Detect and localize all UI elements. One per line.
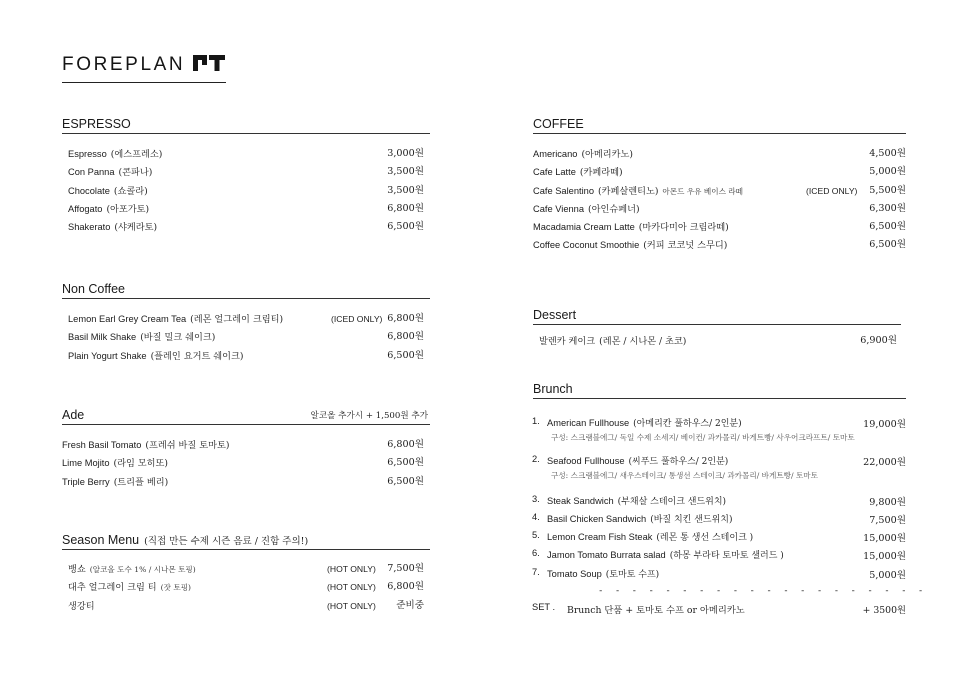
coffee-section [533, 113, 906, 255]
brunch-rule [533, 398, 906, 399]
menu-item-americano: Americano (아메리카노) 4,500원 [533, 148, 906, 160]
set-price: + 3500원 [862, 605, 906, 616]
dessert-rule [533, 324, 901, 325]
brunch-composition-1: 구성: 스크램블에그/ 독일 수제 소세지/ 베이컨/ 과카몰리/ 바게트빵/ 사우어크라프트/ 토마토 [551, 433, 855, 442]
menu-item-fresh-basil-tomato: Fresh Basil Tomato (프레쉬 바질 토마토) 6,800원 [62, 439, 424, 451]
menu-item-cafe-salentino: Cafe Salentino (카페살렌티노) 아몬드 우유 베이스 라떼 (ICED ONLY) 5,500원 [533, 184, 906, 197]
menu-item-basil-milk-shake: Basil Milk Shake (바질 밀크 쉐이크) 6,800원 [68, 331, 424, 344]
menu-item-shakerato: Shakerato (샤케라토) 6,500원 [68, 221, 424, 234]
coffee-title: COFFEE [533, 117, 584, 131]
espresso-section [62, 113, 430, 236]
menu-item-jujube-earl-grey: 대추 얼그레이 크림 티 (잣 토핑) (HOT ONLY) 6,800원 [68, 581, 424, 594]
menu-item-affogato: Affogato (아포가토) 6,800원 [68, 202, 424, 215]
dessert-title: Dessert [533, 308, 577, 322]
menu-item-lemon-earl-grey: Lemon Earl Grey Cream Tea (레몬 얼그레이 크림티) (ICED ONLY) 6,800원 [68, 313, 424, 325]
menu-item-macadamia-cream-latte: Macadamia Cream Latte (마카다미아 크림라떼) 6,500원 [533, 221, 906, 234]
season-section [62, 529, 430, 615]
logo-underline [62, 82, 226, 83]
menu-item-chocolate: Chocolate (쇼콜라) 3,500원 [68, 184, 424, 197]
brand-logo [62, 54, 226, 83]
season-title: Season Menu [62, 533, 140, 547]
menu-item-cafe-vienna: Cafe Vienna (아인슈페너) 6,300원 [533, 202, 906, 215]
ade-title: Ade [62, 408, 85, 422]
brunch-item-seafood-fullhouse: 2. Seafood Fullhouse (씨푸드 풀하우스/ 2인분) 22,000원 [532, 454, 906, 468]
season-subtitle: (직접 만든 수제 시즌 음료 / 진함 주의!) [144, 536, 309, 547]
non-coffee-title: Non Coffee [62, 282, 126, 296]
espresso-title: ESPRESSO [62, 117, 131, 131]
dessert-section [533, 304, 901, 350]
espresso-rule [62, 133, 430, 134]
brand-name: FOREPLAN [62, 54, 186, 75]
non-coffee-section [62, 278, 430, 365]
brunch-item-lemon-cream-fish-steak: 5. Lemon Cream Fish Steak (레몬 통 생선 스테이크 ) 15,000원 [532, 530, 906, 544]
menu-item-ginger-tea: 생강티 (HOT ONLY) 준비중 [68, 599, 424, 612]
set-text: Brunch 단품 + 토마토 수프 or 아메리카노 [567, 605, 745, 616]
non-coffee-rule [62, 298, 430, 299]
menu-item-cafe-latte: Cafe Latte (카페라떼) 5,000원 [533, 166, 906, 179]
brunch-composition-2: 구성: 스크램블에그/ 새우스테이크/ 통생선 스테이크/ 과카몰리/ 바게트빵/ 토마토 [551, 471, 818, 480]
brunch-item-tomato-soup: 7. Tomato Soup (토마토 수프) 5,000원 [532, 567, 906, 581]
season-rule [62, 549, 430, 550]
menu-item-lime-mojito: Lime Mojito (라임 모히또) 6,500원 [62, 457, 424, 470]
brunch-dash-divider: - - - - - - - - - - - - - - - - - - - - [598, 586, 927, 596]
brunch-item-steak-sandwich: 3. Steak Sandwich (부채살 스테이크 샌드위치) 9,800원 [532, 494, 906, 508]
menu-item-triple-berry: Triple Berry (트리플 베리) 6,500원 [62, 475, 424, 488]
coffee-rule [533, 133, 906, 134]
ade-section [62, 404, 430, 491]
brunch-item-jamon-burrata-salad: 6. Jamon Tomato Burrata salad (하몽 부라타 토마토 샐러드 ) 15,000원 [532, 548, 906, 562]
ade-rule [62, 424, 430, 425]
brunch-title: Brunch [533, 382, 573, 396]
menu-item-con-panna: Con Panna (콘파나) 3,500원 [68, 166, 424, 179]
menu-item-plain-yogurt-shake: Plain Yogurt Shake (플레인 요거트 쉐이크) 6,500원 [68, 349, 424, 362]
brunch-item-basil-chicken-sandwich: 4. Basil Chicken Sandwich (바질 치킨 샌드위치) 7,500원 [532, 512, 906, 526]
menu-item-espresso: Espresso (에스프레소) 3,000원 [68, 148, 424, 160]
set-label: SET . [532, 602, 556, 612]
menu-item-vin-chaud: 뱅쇼 (알코올 도수 1% / 시나몬 토핑) (HOT ONLY) 7,500원 [68, 563, 424, 575]
menu-item-valenka-cake: 발렌카 케이크 (레몬 / 시나몬 / 초코) 6,900원 [539, 335, 897, 347]
menu-item-coffee-coconut-smoothie: Coffee Coconut Smoothie (커피 코코넛 스무디) 6,500원 [533, 239, 906, 252]
ade-alcohol-note: 알코올 추가시 + 1,500원 추가 [310, 411, 428, 421]
brunch-section [533, 378, 906, 399]
brunch-set-offer [532, 602, 906, 616]
brand-mark-icon [193, 55, 225, 76]
brunch-item-american-fullhouse: 1. American Fullhouse (아메리칸 풀하우스/ 2인분) 19,000원 [532, 416, 906, 430]
